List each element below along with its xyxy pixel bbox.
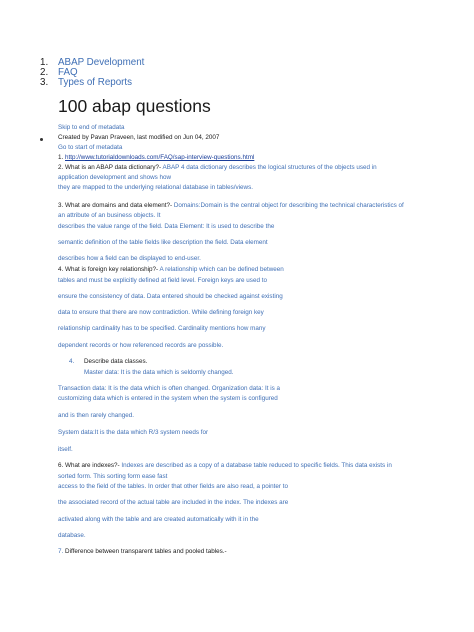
nav-num-1: 1. — [40, 57, 49, 68]
q5-question: Describe data classes. — [84, 358, 148, 365]
q2-answer-3: they are mapped to the underlying relational database in tables/views. — [58, 184, 253, 191]
q1-line — [58, 155, 254, 161]
nav-item-abap-development[interactable]: ABAP Development — [58, 57, 145, 68]
nav-num-2: 2. — [40, 67, 49, 78]
q5-line-3: customizing data which is entered in the system when the system is configured — [58, 395, 278, 402]
go-to-start-link[interactable]: Go to start of metadata — [58, 144, 123, 151]
nav-item-types-of-reports[interactable]: Types of Reports — [58, 77, 133, 88]
q5-line-4: and is then rarely changed. — [58, 412, 134, 419]
created-by-text: Created by Pavan Praveen, last modified on Jun 04, 2007 — [58, 134, 220, 141]
q4-line-5: relationship cardinality has to be specified. Cardinality mentions how many — [58, 325, 266, 332]
q6-line-5: activated along with the table and are created automatically with it in the — [58, 516, 259, 523]
q7-line — [58, 549, 227, 555]
q3-answer-1: Domains:Domain is the central object for describing the technical characteristics of — [173, 202, 404, 209]
q4-line-3: ensure the consistency of data. Data entered should be checked against existing — [58, 293, 283, 300]
q3-answer-4: semantic definition of the table fields like description the field. Data element — [58, 239, 268, 246]
q2-answer-2: application development and shows how — [58, 174, 172, 181]
q4-line-6: dependent records or how referenced records are possible. — [58, 342, 224, 349]
q7-question: Difference between transparent tables and pooled tables.- — [63, 548, 227, 555]
q6-line-3: access to the field of the tables. In order that other fields are also read, a pointer to — [58, 483, 288, 490]
q3-answer-5: describes how a field can be displayed to end-user. — [58, 255, 201, 262]
q4-question: 4. What is foreign key relationship?- — [58, 266, 160, 273]
q3-line-1 — [58, 203, 404, 209]
q3-answer-3: describes the value range of the field. Data Element: It is used to describe the — [58, 223, 275, 230]
q5-line-6: itself. — [58, 446, 73, 453]
q6-line-2: sorted form. This sorting form ease fast — [58, 473, 168, 480]
q7-num: 7. — [58, 548, 64, 555]
q4-line-4: data to ensure that there are now contradiction. While defining foreign key — [58, 309, 264, 316]
q2-answer-1: ABAP 4 data dictionary describes the logical structures of the objects used in — [162, 164, 377, 171]
page-title: 100 abap questions — [58, 96, 211, 116]
nav-item-faq[interactable]: FAQ — [58, 67, 78, 78]
q5-line-5: System data:It is the data which R/3 system needs for — [58, 429, 209, 436]
skip-to-end-link[interactable]: Skip to end of metadata — [58, 124, 125, 131]
q4-answer-1: A relationship which can be defined between — [159, 266, 284, 273]
q4-line-2: tables and must be explicitly defined at field level. Foreign keys are used to — [58, 277, 267, 284]
q2-line-1 — [58, 165, 377, 171]
bullet-icon — [40, 138, 43, 141]
q2-question: 2. What is an ABAP data dictionary?- — [58, 164, 163, 171]
nav-num-3: 3. — [40, 77, 49, 88]
q3-question: 3. What are domains and data element?- — [58, 202, 174, 209]
q5-line-2: Transaction data: It is the data which is often changed. Organization data: It is a — [58, 385, 281, 392]
q6-line-6: database. — [58, 532, 86, 539]
q5-line-1: Master data: It is the data which is seldomly changed. — [84, 369, 234, 376]
q6-question: 6. What are indexes?- — [58, 462, 122, 469]
q3-answer-2: an attribute of an business objects. It — [58, 212, 161, 219]
q6-answer-1: Indexes are described as a copy of a database table reduced to specific fields. This data exists in — [121, 462, 392, 469]
q4-line-1 — [58, 267, 284, 273]
q6-line-4: the associated record of the actual table are included in the index. The indexes are — [58, 499, 289, 506]
q6-line-1 — [58, 463, 392, 469]
q5-num: 4. — [69, 358, 75, 365]
q1-link[interactable]: http://www.tutorialdownloads.com/FAQ/sap-interview-questions.html — [65, 154, 255, 161]
q1-prefix: 1. — [58, 154, 66, 161]
